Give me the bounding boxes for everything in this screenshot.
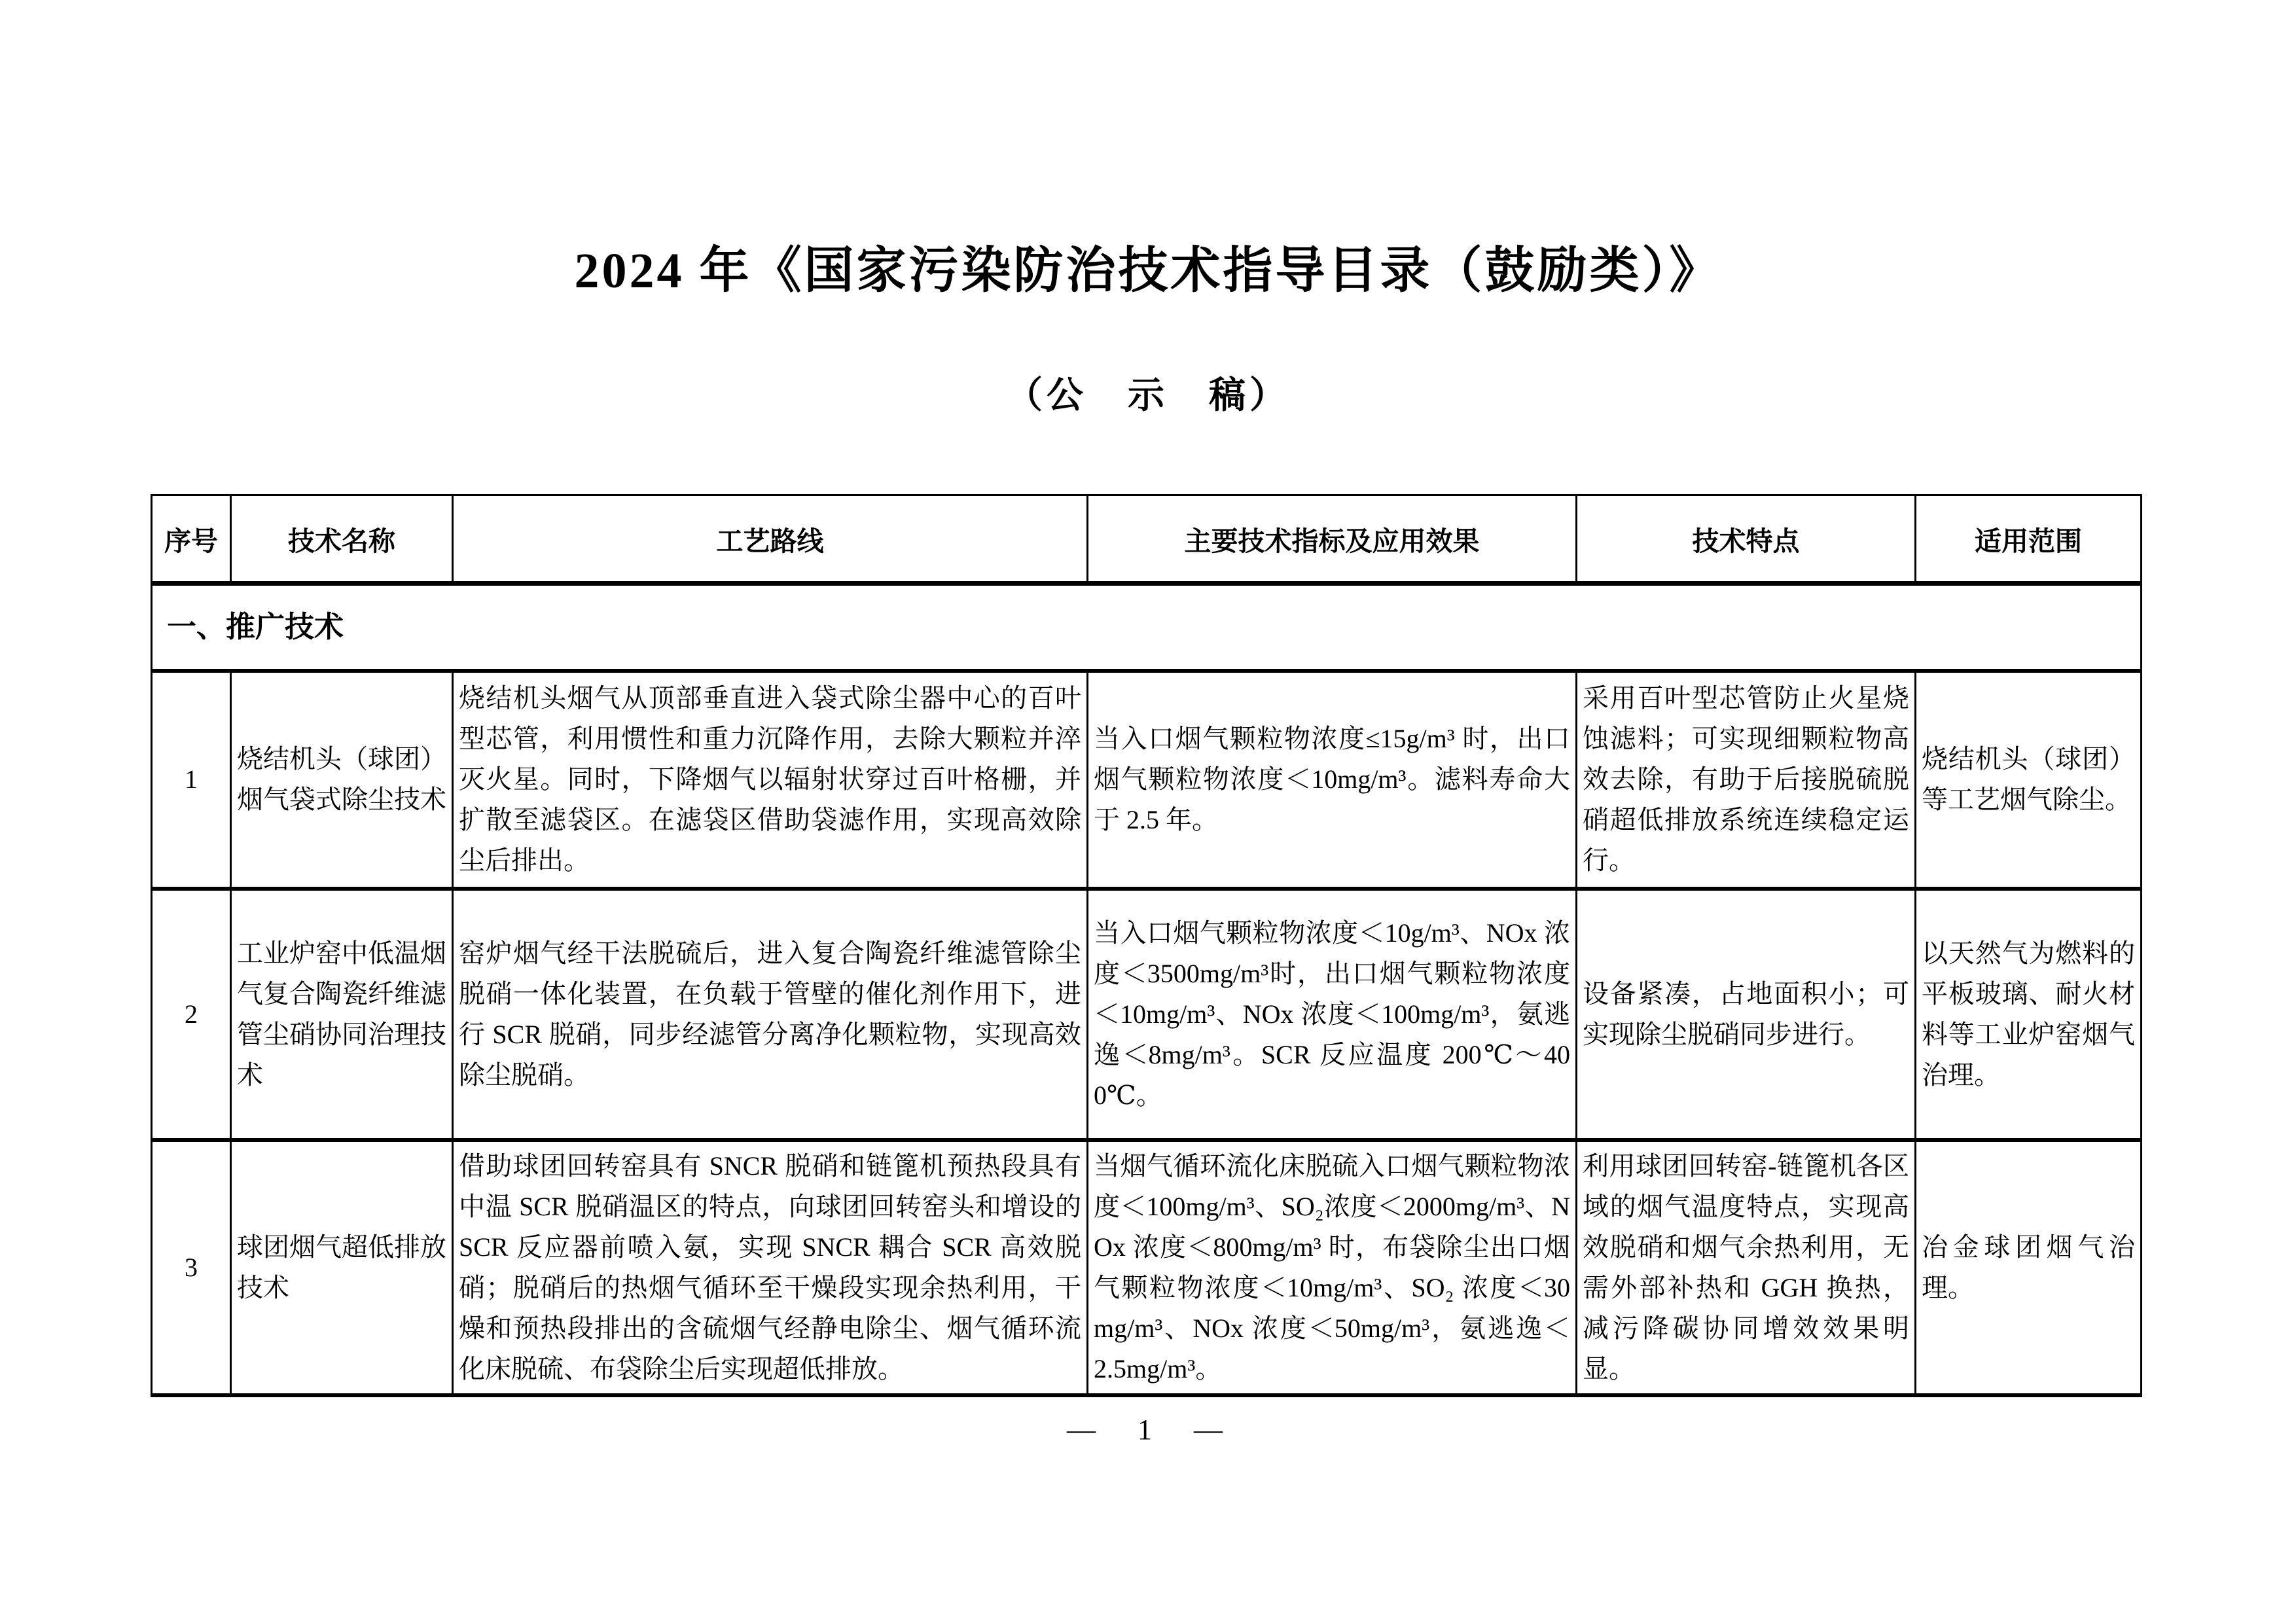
cell-process: 烧结机头烟气从顶部垂直进入袋式除尘器中心的百叶型芯管，利用惯性和重力沉降作用，去除大颗粒并淬灭火星。同时，下降烟气以辐射状穿过百叶格栅，并扩散至滤袋区。在滤袋区借助袋滤作用，实现高效除尘后排出。: [453, 671, 1088, 889]
section-title: 一、推广技术: [152, 584, 2142, 671]
cell-process: 借助球团回转窑具有 SNCR 脱硝和链篦机预热段具有中温 SCR 脱硝温区的特点，向球团回转窑头和增设的 SCR 反应器前喷入氨，实现 SNCR 耦合 SCR 高效脱硝；脱硝后的热烟气循环至干燥段实现余热利用，干燥和预热段排出的含硫烟气经静电除尘、烟气循环流化床脱硫、布袋除尘后实现超低排放。: [453, 1140, 1088, 1395]
column-header-tech-name: 技术名称: [231, 495, 453, 584]
column-header-scope: 适用范围: [1916, 495, 2142, 584]
cell-scope: 冶金球团烟气治理。: [1916, 1140, 2142, 1395]
cell-no: 2: [152, 889, 231, 1140]
column-header-indicators: 主要技术指标及应用效果: [1088, 495, 1577, 584]
cell-no: 3: [152, 1140, 231, 1395]
cell-tech-name: 工业炉窑中低温烟气复合陶瓷纤维滤管尘硝协同治理技术: [231, 889, 453, 1140]
cell-scope: 烧结机头（球团）等工艺烟气除尘。: [1916, 671, 2142, 889]
cell-indicators: 当入口烟气颗粒物浓度≤15g/m³ 时，出口烟气颗粒物浓度＜10mg/m³。滤料寿命大于 2.5 年。: [1088, 671, 1577, 889]
cell-tech-name: 烧结机头（球团）烟气袋式除尘技术: [231, 671, 453, 889]
cell-no: 1: [152, 671, 231, 889]
cell-indicators: 当烟气循环流化床脱硫入口烟气颗粒物浓度＜100mg/m³、SO₂浓度＜2000mg/m³、NOx 浓度＜800mg/m³ 时，布袋除尘出口烟气颗粒物浓度＜10mg/m³、SO₂ 浓度＜30mg/m³、NOx 浓度＜50mg/m³，氨逃逸＜2.5mg/m³。: [1088, 1140, 1577, 1395]
cell-scope: 以天然气为燃料的平板玻璃、耐火材料等工业炉窑烟气治理。: [1916, 889, 2142, 1140]
cell-process: 窑炉烟气经干法脱硫后，进入复合陶瓷纤维滤管除尘脱硝一体化装置，在负载于管壁的催化剂作用下，进行 SCR 脱硝，同步经滤管分离净化颗粒物，实现高效除尘脱硝。: [453, 889, 1088, 1140]
column-header-process-route: 工艺路线: [453, 495, 1088, 584]
cell-tech-name: 球团烟气超低排放技术: [231, 1140, 453, 1395]
cell-indicators: 当入口烟气颗粒物浓度＜10g/m³、NOx 浓度＜3500mg/m³时，出口烟气颗粒物浓度＜10mg/m³、NOx 浓度＜100mg/m³，氨逃逸＜8mg/m³。SCR 反应温度 200℃～400℃。: [1088, 889, 1577, 1140]
technology-table: [151, 494, 2142, 1397]
document-subtitle: （公 示 稿）: [1006, 376, 1290, 416]
cell-features: 利用球团回转窑-链篦机各区域的烟气温度特点，实现高效脱硝和烟气余热利用，无需外部补热和 GGH 换热，减污降碳协同增效效果明显。: [1577, 1140, 1916, 1395]
table-row: [152, 1140, 2142, 1395]
table-row: [152, 671, 2142, 889]
page-number: — 1 —: [1067, 1414, 1229, 1446]
cell-features: 设备紧凑，占地面积小；可实现除尘脱硝同步进行。: [1577, 889, 1916, 1140]
table-header-row: [152, 495, 2142, 584]
table-row: [152, 889, 2142, 1140]
column-header-index: 序号: [152, 495, 231, 584]
cell-features: 采用百叶型芯管防止火星烧蚀滤料；可实现细颗粒物高效去除，有助于后接脱硫脱硝超低排放系统连续稳定运行。: [1577, 671, 1916, 889]
section-header-row: [152, 584, 2142, 671]
column-header-features: 技术特点: [1577, 495, 1916, 584]
document-title: 2024 年《国家污染防治技术指导目录（鼓励类）》: [574, 243, 1722, 298]
